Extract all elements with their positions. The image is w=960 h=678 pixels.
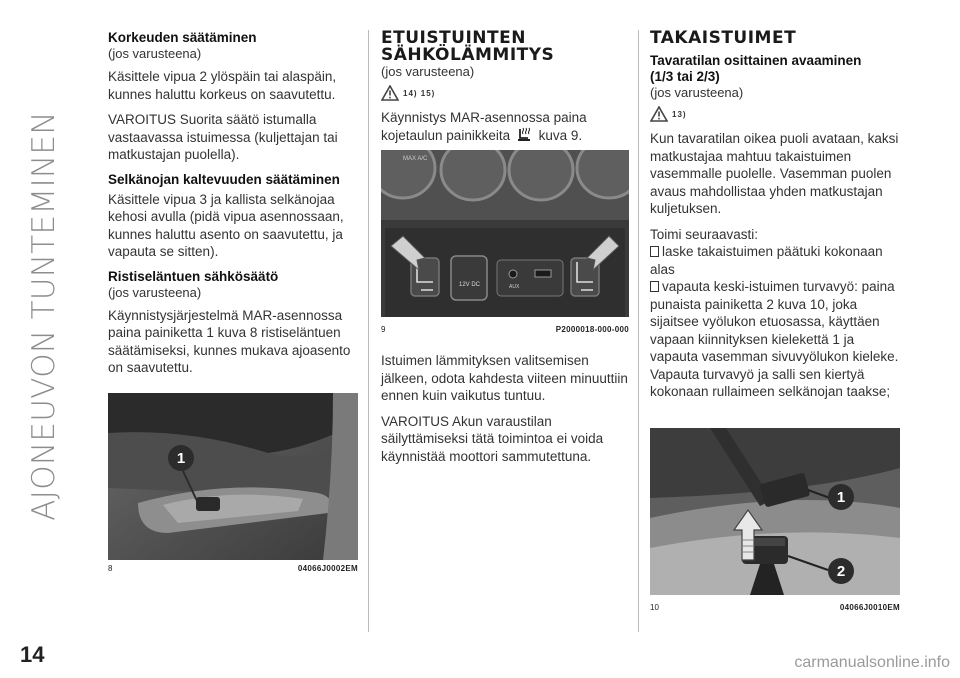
figure-code: 04066J0010EM [839,603,900,612]
seat-heater-icon [516,127,533,142]
heading-seat-heating-line2: SÄHKÖLÄMMITYS [381,45,555,65]
figure-9-caption [381,325,629,334]
heading-height-adjust: Korkeuden säätäminen [108,30,257,45]
paragraph: Käsittele vipua 2 ylöspäin tai alaspäin, kunnes haluttu korkeus on saavutettu. [108,69,337,102]
column-3 [650,30,900,401]
figure-number: 10 [650,603,659,612]
figure-8-seat-lumbar [108,393,358,560]
side-section-title: AJONEUVON TUNTEMINEN [26,111,62,521]
paragraph-warning: VAROITUS Akun varaustilan säilyttämiseksi tätä toimintoa ei voida käynnistää moottori sammutettuna. [381,413,604,464]
optional-note: (jos varusteena) [381,64,475,79]
paragraph: Käynnistysjärjestelmä MAR-asennossa paina painiketta 1 kuva 8 ristiseläntuen säätämiseksi, kunnes mukava ajoasento on saavutettu. [108,307,351,375]
column-2-lower [381,352,629,465]
figure-number: 9 [381,325,386,334]
optional-note: (jos varusteena) [108,46,202,61]
paragraph-part: Käynnistys MAR-asennossa paina kojetaulun painikkeita [381,110,587,143]
checkbox-bullet-icon [650,281,659,292]
callout-1-badge [168,445,194,471]
label-max-ac: MAX A/C [403,156,428,162]
callout-label: 1 [176,449,186,467]
checkbox-bullet-icon [650,246,659,257]
seatbelt-illustration [650,428,900,595]
paragraph-warning: VAROITUS Suorita säätö istumalla vastaavassa istuimessa (kuljettajan tai matkustajan puolella). [108,112,338,162]
optional-note: (jos varusteena) [650,85,744,100]
page-number: 14 [20,642,45,667]
heading-backrest-tilt: Selkänojan kaltevuuden säätäminen [108,171,340,187]
subheading-partial-opening: Tavaratilan osittainen avaaminen [650,53,862,68]
callout-1-badge [828,484,854,510]
paragraph: Toimi seuraavasti: [650,226,759,242]
dashboard-illustration [381,150,629,317]
warning-triangle-icon [381,85,399,101]
watermark-text: carmanualsonline.info [794,654,950,671]
column-2 [381,30,629,144]
warning-ref-numbers: 14) 15) [403,88,436,98]
list-item [650,243,900,278]
callout-2-badge [828,558,854,584]
callout-label: 2 [836,562,846,580]
figure-10-caption [650,603,900,612]
paragraph: Käsittele vipua 3 ja kallista selkänojaa kehosi avulla (pidä vipua asennossaan, kunnes haluttu asento on saavutettu, ja vapauta se sitten). [108,191,344,259]
figure-9-dashboard-buttons [381,150,629,317]
subheading-ratio: (1/3 tai 2/3) [650,69,720,84]
column-divider [368,30,369,632]
paragraph-part: kuva 9. [538,127,583,143]
heading-lumbar-support: Ristiseläntuen sähkösäätö [108,268,279,284]
heading-seat-heating-line1: ETUISTUINTEN [381,28,526,48]
column-divider [638,30,639,632]
paragraph: Kun tavaratilan oikea puoli avataan, kaksi matkustajaa mahtuu takaistuimen vasemmalle puolelle. Vasemman puolen avaus mahdollistaa yhden matkustajan kuljetuksen. [650,131,899,216]
heading-rear-seats: TAKAISTUIMET [650,28,797,48]
figure-number: 8 [108,564,113,573]
list-item-text: laske takaistuimen päätuki kokonaan alas [650,244,883,277]
warning-refs [381,83,629,103]
warning-triangle-icon [650,106,668,122]
figure-8-caption [108,564,358,573]
list-item-text: vapauta keski-istuimen turvavyö: paina punaista painiketta 2 kuva 10, joka sijaitsee vyölukon etuosassa, käyttäen vapaan kiinnityksen kielekettä 1 ja vapauta vasemman sivuvyölukon kieleke. Vapauta turvavyö ja salli sen kiertyä kokonaan rullaimeen selkänojan taakse; [650,279,899,399]
label-aux: AUX [509,284,520,290]
warning-refs [650,104,900,124]
figure-code: 04066J0002EM [297,564,358,573]
label-12v-dc: 12V DC [459,282,481,288]
column-1 [108,30,358,377]
figure-10-seatbelt [650,428,900,595]
optional-note: (jos varusteena) [108,284,202,300]
seat-illustration [108,393,358,560]
warning-ref-numbers: 13) [672,109,687,119]
figure-code: P2000018-000-000 [555,325,629,334]
callout-label: 1 [836,488,846,506]
list-item [650,278,900,401]
paragraph: Istuimen lämmityksen valitsemisen jälkeen, odota kahdesta viiteen minuuttiin ennen kuin vaikutus tuntuu. [381,353,628,403]
